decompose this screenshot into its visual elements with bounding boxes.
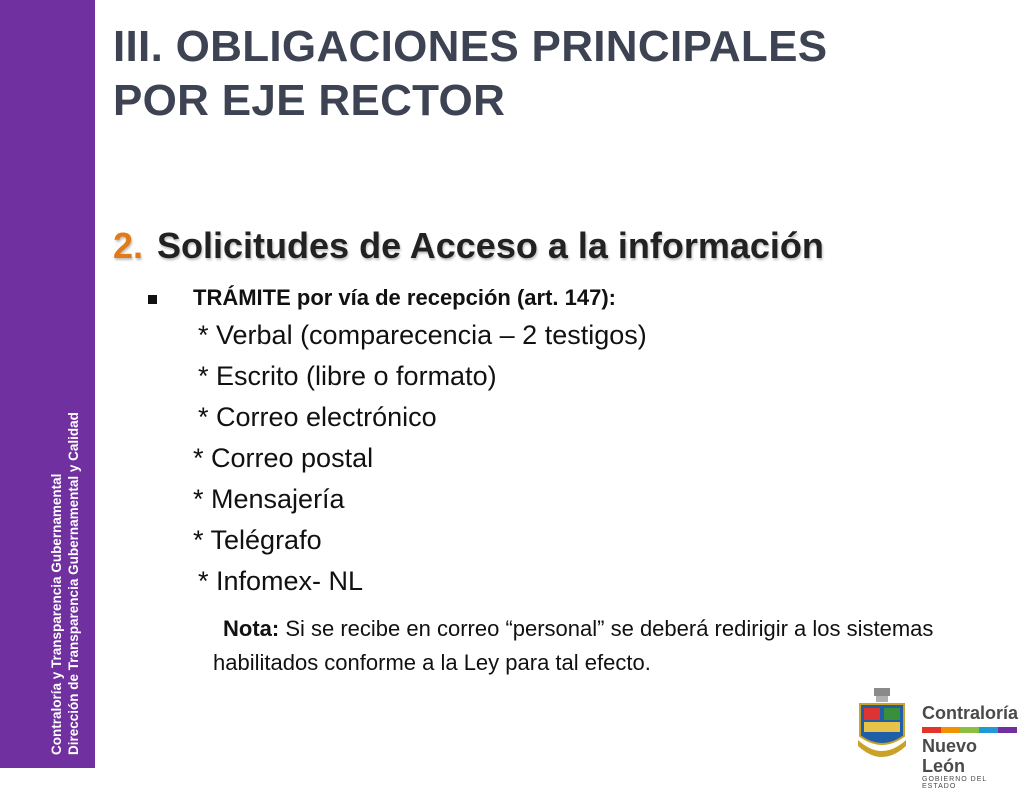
note: [213, 612, 973, 680]
list-item: * Telégrafo: [193, 525, 322, 555]
section-number: 2.: [113, 225, 144, 266]
list-item: * Correo postal: [193, 443, 374, 473]
contraloria-logo: [922, 702, 1022, 790]
slide-title: [113, 20, 993, 128]
note-text: Si se recibe en correo “personal” se deberá redirigir a los sistemas habilitados conforme a la Ley para tal efecto.: [213, 616, 934, 675]
list-item: * Verbal (comparecencia – 2 testigos): [198, 320, 647, 350]
sidebar: [0, 0, 95, 768]
logo-state: Nuevo León: [922, 736, 978, 776]
sidebar-line-1: Contraloría y Transparencia Gubernamental: [49, 473, 64, 755]
list-item: * Infomex- NL: [198, 566, 364, 596]
sidebar-line-2: Dirección de Transparencia Gubernamental y Calidad: [66, 412, 81, 755]
section-heading-text: Solicitudes de Acceso a la información: [157, 225, 824, 266]
title-line-1: III. OBLIGACIONES PRINCIPALES: [113, 22, 828, 71]
list-item: * Escrito (libre o formato): [198, 361, 497, 391]
bullet-text: TRÁMITE por vía de recepción (art. 147):: [193, 285, 616, 310]
square-bullet-icon: [148, 295, 157, 304]
bullet-item: [148, 285, 616, 311]
logo-name: Contraloría: [922, 703, 1019, 723]
logo-sub: GOBIERNO DEL ESTADO: [922, 776, 988, 790]
state-crest-icon: [856, 688, 908, 760]
title-line-2: POR EJE RECTOR: [113, 76, 506, 125]
list-item: * Mensajería: [193, 484, 345, 514]
list-item: * Correo electrónico: [198, 402, 437, 432]
logo-color-bar: [922, 727, 1017, 733]
note-label: Nota:: [223, 616, 280, 641]
sidebar-text: [48, 412, 82, 755]
section-heading: [113, 225, 824, 267]
